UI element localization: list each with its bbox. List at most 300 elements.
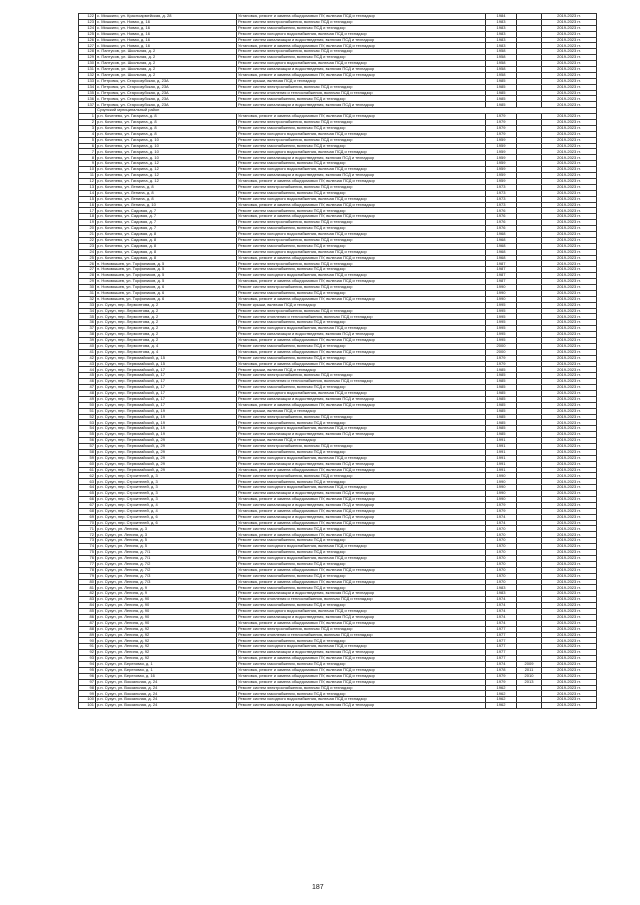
- year-built-cell: 1973: [486, 184, 517, 190]
- period-cell: 2019-2023 гг.: [542, 461, 597, 467]
- period-cell: 2019-2023 гг.: [542, 226, 597, 232]
- year-built-cell: 1985: [486, 102, 517, 108]
- year-repair-cell: 2011: [517, 667, 542, 673]
- row-number: 13: [79, 184, 96, 190]
- address-cell: р.п. Сузун, пер. Лермонтова, д. 2: [96, 302, 237, 308]
- row-number: 64: [79, 485, 96, 491]
- address-cell: р.п. Сузун, пер. Лермонтова, д. 2: [96, 337, 237, 343]
- period-cell: 2019-2023 гг.: [542, 585, 597, 591]
- address-cell: р.п. Сузун, пер. Лермонтова, д. 4: [96, 343, 237, 349]
- address-cell: р.п. Сузун, пер. Первомайский, д. 17: [96, 373, 237, 379]
- year-built-cell: 1978: [486, 667, 517, 673]
- year-built-cell: 1976: [486, 220, 517, 226]
- address-cell: р.п. Коченево, ул. Гагарина, д. 12: [96, 178, 237, 184]
- work-type-cell: Установка, ремонт и замена общедомовых ПУ, включая ПСД и технадзор: [237, 14, 486, 20]
- address-cell: р.п. Сузун, пер. Первомайский, д. 29: [96, 438, 237, 444]
- year-built-cell: 1995: [486, 337, 517, 343]
- year-built-cell: 1970: [486, 579, 517, 585]
- page-number: 187: [312, 884, 324, 891]
- work-type-cell: Ремонт систем газоснабжения, включая ПСД и технадзор: [237, 96, 486, 102]
- year-built-cell: 1970: [486, 526, 517, 532]
- row-number: 1: [79, 114, 96, 120]
- row-number: 48: [79, 391, 96, 397]
- period-cell: 2019-2023 гг.: [542, 220, 597, 226]
- year-built-cell: 1991: [486, 438, 517, 444]
- year-built-cell: 1995: [486, 326, 517, 332]
- address-cell: с. Петровск, ул. Староозубская, д. 23А: [96, 84, 237, 90]
- row-number: 74: [79, 544, 96, 550]
- year-built-cell: 1991: [486, 455, 517, 461]
- row-number: 27: [79, 267, 96, 273]
- address-cell: р.п. Сузун, пер. Первомайский, д. 19: [96, 414, 237, 420]
- row-number: 88: [79, 626, 96, 632]
- address-cell: с. Мишкино, ул. Новая, д. 16: [96, 25, 237, 31]
- year-built-cell: 1979: [486, 355, 517, 361]
- address-cell: р.п. Сузун, ул. Ленина, д. 7/3: [96, 579, 237, 585]
- work-type-cell: Ремонт систем холодного водоснабжения, включая ПСД и технадзор: [237, 608, 486, 614]
- work-type-cell: Установка, ремонт и замена общедомовых ПУ, включая ПСД и технадзор: [237, 296, 486, 302]
- period-cell: 2019-2023 гг.: [542, 61, 597, 67]
- work-type-cell: Установка, ремонт и замена общедомовых ПУ, включая ПСД и технадзор: [237, 508, 486, 514]
- work-type-cell: Установка, ремонт и замена общедомовых ПУ, включая ПСД и технадзор: [237, 72, 486, 78]
- work-type-cell: Ремонт систем газоснабжения, включая ПСД и технадзор: [237, 538, 486, 544]
- row-number: 20: [79, 226, 96, 232]
- period-cell: 2019-2023 гг.: [542, 178, 597, 184]
- address-cell: р.п. Сузун, ул. Ленина, д. 92: [96, 626, 237, 632]
- address-cell: п. Пантусов, ул. Школьная, д. 2: [96, 61, 237, 67]
- year-built-cell: 1985: [486, 408, 517, 414]
- period-cell: 2019-2023 гг.: [542, 196, 597, 202]
- period-cell: 2019-2023 гг.: [542, 78, 597, 84]
- period-cell: 2019-2023 гг.: [542, 520, 597, 526]
- row-number: 100: [79, 697, 96, 703]
- year-repair-cell: 2009: [517, 661, 542, 667]
- work-type-cell: Установка, ремонт и замена общедомовых ПУ, включая ПСД и технадзор: [237, 656, 486, 662]
- work-type-cell: Ремонт систем холодного водоснабжения, включая ПСД и технадзор: [237, 644, 486, 650]
- year-built-cell: 1990: [486, 473, 517, 479]
- year-built-cell: 1995: [486, 314, 517, 320]
- year-built-cell: 1985: [486, 432, 517, 438]
- work-type-cell: Ремонт систем канализации и водоотведения, включая ПСД и технадзор: [237, 155, 486, 161]
- address-cell: р.п. Сузун, ул. Береговая, д. 1: [96, 661, 237, 667]
- row-number: 19: [79, 220, 96, 226]
- row-number: 49: [79, 396, 96, 402]
- year-built-cell: 1977: [486, 626, 517, 632]
- row-number: 11: [79, 173, 96, 179]
- work-type-cell: Ремонт систем газоснабжения, включая ПСД и технадзор: [237, 573, 486, 579]
- period-cell: 2019-2023 гг.: [542, 656, 597, 662]
- work-type-cell: Ремонт систем канализации и водоотведения, включая ПСД и технадзор: [237, 173, 486, 179]
- address-cell: р.п. Сузун, пер. Первомайский, д. 19: [96, 408, 237, 414]
- row-number: 26: [79, 261, 96, 267]
- address-cell: р.п. Сузун, пер. Первомайский, д. 29: [96, 444, 237, 450]
- year-built-cell: 1985: [486, 379, 517, 385]
- period-cell: 2019-2023 гг.: [542, 149, 597, 155]
- row-number: 83: [79, 597, 96, 603]
- period-cell: 2019-2023 гг.: [542, 114, 597, 120]
- period-cell: 2019-2023 гг.: [542, 208, 597, 214]
- row-number: 131: [79, 67, 96, 73]
- address-cell: р.п. Сузун, ул. Ленина, д. 9: [96, 591, 237, 597]
- row-number: 4: [79, 131, 96, 137]
- table-body-top: [79, 14, 597, 108]
- row-number: 18: [79, 214, 96, 220]
- year-built-cell: 1970: [486, 561, 517, 567]
- address-cell: р.п. Сузун, пер. Строителей, д. 6: [96, 514, 237, 520]
- address-cell: с. Петровск, ул. Староозубская, д. 23А: [96, 102, 237, 108]
- work-type-cell: Ремонт систем газоснабжения, включая ПСД и технадзор: [237, 125, 486, 131]
- row-number: 77: [79, 561, 96, 567]
- address-cell: р.п. Сузун, пер. Первомайский, д. 17: [96, 385, 237, 391]
- year-built-cell: 1983: [486, 31, 517, 37]
- period-cell: 2019-2023 гг.: [542, 173, 597, 179]
- year-built-cell: 1959: [486, 178, 517, 184]
- year-built-cell: 1983: [486, 37, 517, 43]
- row-number: 24: [79, 249, 96, 255]
- row-number: 14: [79, 190, 96, 196]
- address-cell: р.п. Коченево, ул. Садовая, д. 8: [96, 249, 237, 255]
- address-cell: р.п. Коченево, ул. Гагарина, д. 10: [96, 137, 237, 143]
- row-number: 43: [79, 361, 96, 367]
- row-number: 101: [79, 703, 96, 709]
- row-number: 58: [79, 449, 96, 455]
- year-built-cell: 1977: [486, 644, 517, 650]
- address-cell: р.п. Коченево, ул. Ленина, д. 8: [96, 184, 237, 190]
- year-built-cell: 1959: [486, 167, 517, 173]
- address-cell: р.п. Сузун, пер. Первомайский, д. 19: [96, 420, 237, 426]
- year-built-cell: 1990: [486, 290, 517, 296]
- address-cell: р.п. Сузун, ул. Ленина, д. 90: [96, 620, 237, 626]
- row-number: 3: [79, 125, 96, 131]
- year-built-cell: 1958: [486, 61, 517, 67]
- address-cell: р.п. Сузун, пер. Первомайский, д. 17: [96, 402, 237, 408]
- period-cell: 2019-2023 гг.: [542, 143, 597, 149]
- period-cell: 2019-2023 гг.: [542, 555, 597, 561]
- row-number: 84: [79, 603, 96, 609]
- period-cell: 2019-2023 гг.: [542, 302, 597, 308]
- work-type-cell: Ремонт систем холодного водоснабжения, включая ПСД и технадзор: [237, 167, 486, 173]
- work-type-cell: Ремонт систем газоснабжения, включая ПСД и технадзор: [237, 290, 486, 296]
- work-type-cell: Ремонт систем канализации и водоотведения, включая ПСД и технадзор: [237, 102, 486, 108]
- period-cell: 2019-2023 гг.: [542, 102, 597, 108]
- period-cell: 2019-2023 гг.: [542, 343, 597, 349]
- address-cell: р.п. Сузун, ул. Береговая, д. 16: [96, 673, 237, 679]
- period-cell: 2019-2023 гг.: [542, 379, 597, 385]
- row-number: 22: [79, 237, 96, 243]
- year-built-cell: 1968: [486, 249, 517, 255]
- work-type-cell: Ремонт систем отопления и теплоснабжения, включая ПСД и технадзор: [237, 597, 486, 603]
- work-type-cell: Ремонт систем канализации и водоотведения, включая ПСД и технадзор: [237, 396, 486, 402]
- year-built-cell: 1979: [486, 673, 517, 679]
- year-built-cell: 1985: [486, 385, 517, 391]
- row-number: 39: [79, 337, 96, 343]
- year-built-cell: 1979: [486, 125, 517, 131]
- work-type-cell: Установка, ремонт и замена общедомовых ПУ, включая ПСД и технадзор: [237, 667, 486, 673]
- period-cell: 2019-2023 гг.: [542, 638, 597, 644]
- work-type-cell: Установка, ремонт и замена общедомовых ПУ, включая ПСД и технадзор: [237, 579, 486, 585]
- address-cell: р.п. Сузун, пер. Строителей, д. 3: [96, 497, 237, 503]
- row-number: 97: [79, 679, 96, 685]
- row-number: 29: [79, 279, 96, 285]
- work-type-cell: Ремонт систем холодного водоснабжения, включая ПСД и технадзор: [237, 149, 486, 155]
- address-cell: п. Новомышев, ул. Торфяников, д. 6: [96, 284, 237, 290]
- period-cell: 2019-2023 гг.: [542, 373, 597, 379]
- address-cell: р.п. Коченево, ул. Садовая, д. 8: [96, 237, 237, 243]
- year-built-cell: 1962: [486, 691, 517, 697]
- address-cell: с. Мишкино, ул. Новая, д. 16: [96, 37, 237, 43]
- year-built-cell: 1959: [486, 149, 517, 155]
- year-built-cell: 1987: [486, 261, 517, 267]
- address-cell: с. Мишкино, ул. Новая, д. 16: [96, 43, 237, 49]
- address-cell: р.п. Коченево, ул. Гагарина, д. 10: [96, 155, 237, 161]
- row-number: 126: [79, 37, 96, 43]
- work-type-cell: Ремонт систем газоснабжения, включая ПСД и технадзор: [237, 385, 486, 391]
- address-cell: р.п. Сузун, пер. Первомайский, д. 17: [96, 367, 237, 373]
- work-type-cell: Ремонт систем холодного водоснабжения, включая ПСД и технадзор: [237, 544, 486, 550]
- row-number: 125: [79, 31, 96, 37]
- address-cell: р.п. Сузун, ул. Ленина, д. 92: [96, 644, 237, 650]
- work-type-cell: Установка, ремонт и замена общедомовых ПУ, включая ПСД и технадзор: [237, 279, 486, 285]
- year-built-cell: 1983: [486, 25, 517, 31]
- work-type-cell: Ремонт систем электроснабжения, включая ПСД и технадзор: [237, 120, 486, 126]
- address-cell: р.п. Коченево, ул. Гагарина, д. 12: [96, 161, 237, 167]
- year-built-cell: 1974: [486, 520, 517, 526]
- work-type-cell: Установка, ремонт и замена общедомовых ПУ, включая ПСД и технадзор: [237, 673, 486, 679]
- row-number: 2: [79, 120, 96, 126]
- work-type-cell: Ремонт систем отопления и теплоснабжения, включая ПСД и технадзор: [237, 90, 486, 96]
- work-type-cell: Ремонт систем канализации и водоотведения, включая ПСД и технадзор: [237, 703, 486, 709]
- address-cell: п. Пантусов, ул. Школьная, д. 2: [96, 67, 237, 73]
- year-built-cell: 2000: [486, 343, 517, 349]
- row-number: 79: [79, 573, 96, 579]
- row-number: 85: [79, 608, 96, 614]
- row-number: 59: [79, 455, 96, 461]
- address-cell: р.п. Сузун, пер. Лермонтова, д. 2: [96, 320, 237, 326]
- period-cell: 2019-2023 гг.: [542, 485, 597, 491]
- year-built-cell: 1974: [486, 620, 517, 626]
- row-number: 60: [79, 461, 96, 467]
- year-built-cell: 1970: [486, 567, 517, 573]
- row-number: 87: [79, 620, 96, 626]
- work-type-cell: Установка, ремонт и замена общедомовых ПУ, включая ПСД и технадзор: [237, 620, 486, 626]
- period-cell: 2019-2023 гг.: [542, 544, 597, 550]
- year-built-cell: 1983: [486, 585, 517, 591]
- row-number: 67: [79, 502, 96, 508]
- work-type-cell: Ремонт систем газоснабжения, включая ПСД и технадзор: [237, 243, 486, 249]
- address-cell: р.п. Сузун, ул. Ленина, д. 92: [96, 656, 237, 662]
- year-built-cell: 1974: [486, 514, 517, 520]
- work-type-cell: Ремонт систем электроснабжения, включая ПСД и технадзор: [237, 184, 486, 190]
- year-built-cell: 1959: [486, 143, 517, 149]
- year-built-cell: 1979: [486, 131, 517, 137]
- period-cell: 2019-2023 гг.: [542, 497, 597, 503]
- period-cell: 2019-2023 гг.: [542, 290, 597, 296]
- work-type-cell: Ремонт систем электроснабжения, включая ПСД и технадзор: [237, 220, 486, 226]
- period-cell: 2019-2023 гг.: [542, 125, 597, 131]
- work-type-cell: Ремонт систем газоснабжения, включая ПСД и технадзор: [237, 208, 486, 214]
- address-cell: р.п. Сузун, ул. Ленина, д. 3: [96, 526, 237, 532]
- year-built-cell: 1977: [486, 632, 517, 638]
- address-cell: р.п. Коченево, ул. Гагарина, д. 10: [96, 149, 237, 155]
- row-number: 66: [79, 497, 96, 503]
- year-built-cell: 1985: [486, 90, 517, 96]
- row-number: 123: [79, 19, 96, 25]
- address-cell: р.п. Коченево, ул. Гагарина, д. 8: [96, 114, 237, 120]
- work-type-cell: Ремонт систем электроснабжения, включая ПСД и технадзор: [237, 237, 486, 243]
- year-built-cell: 1979: [486, 114, 517, 120]
- address-cell: р.п. Сузун, пер. Первомайский, д. 19: [96, 426, 237, 432]
- period-cell: 2019-2023 гг.: [542, 120, 597, 126]
- row-number: 44: [79, 367, 96, 373]
- period-cell: 2019-2023 гг.: [542, 90, 597, 96]
- year-built-cell: 1990: [486, 479, 517, 485]
- year-built-cell: 1977: [486, 638, 517, 644]
- address-cell: р.п. Сузун, пер. Строителей, д. 3: [96, 491, 237, 497]
- address-cell: р.п. Сузун, ул. Ленина, д. 90: [96, 614, 237, 620]
- row-number: 98: [79, 685, 96, 691]
- work-type-cell: Установка, ремонт и замена общедомовых ПУ, включая ПСД и технадзор: [237, 43, 486, 49]
- address-cell: р.п. Сузун, ул. Ленина, д. 92: [96, 650, 237, 656]
- period-cell: 2019-2023 гг.: [542, 597, 597, 603]
- year-built-cell: 1985: [486, 396, 517, 402]
- address-cell: р.п. Коченево, ул. Ленина, д. 8: [96, 196, 237, 202]
- row-number: 80: [79, 579, 96, 585]
- year-built-cell: 1985: [486, 391, 517, 397]
- work-type-cell: Ремонт систем отопления и теплоснабжения, включая ПСД и технадзор: [237, 632, 486, 638]
- work-type-cell: Установка, ремонт и замена общедомовых ПУ, включая ПСД и технадзор: [237, 361, 486, 367]
- work-type-cell: Ремонт систем газоснабжения, включая ПСД и технадзор: [237, 226, 486, 232]
- row-number: 40: [79, 343, 96, 349]
- row-number: 50: [79, 402, 96, 408]
- period-cell: 2019-2023 гг.: [542, 361, 597, 367]
- period-cell: 2019-2023 гг.: [542, 661, 597, 667]
- year-built-cell: 1983: [486, 591, 517, 597]
- year-built-cell: 1987: [486, 267, 517, 273]
- year-built-cell: 1979: [486, 508, 517, 514]
- work-type-cell: Ремонт систем канализации и водоотведения, включая ПСД и технадзор: [237, 67, 486, 73]
- row-number: 99: [79, 691, 96, 697]
- row-number: 36: [79, 320, 96, 326]
- year-built-cell: 1974: [486, 597, 517, 603]
- period-cell: 2019-2023 гг.: [542, 67, 597, 73]
- address-cell: р.п. Сузун, ул. Ленина, д. 90: [96, 608, 237, 614]
- year-built-cell: 1977: [486, 650, 517, 656]
- address-cell: п. Новомышев, ул. Торфяников, д. 5: [96, 273, 237, 279]
- period-cell: 2019-2023 гг.: [542, 320, 597, 326]
- row-number: 93: [79, 656, 96, 662]
- work-type-cell: Ремонт крыши, включая ПСД и технадзор: [237, 438, 486, 444]
- work-type-cell: Ремонт систем электроснабжения, включая ПСД и технадзор: [237, 261, 486, 267]
- address-cell: р.п. Сузун, пер. Лермонтова, д. 2: [96, 308, 237, 314]
- address-cell: р.п. Сузун, пер. Первомайский, д. 29: [96, 449, 237, 455]
- row-number: 68: [79, 508, 96, 514]
- row-number: 69: [79, 514, 96, 520]
- row-number: 124: [79, 25, 96, 31]
- period-cell: 2019-2023 гг.: [542, 332, 597, 338]
- period-cell: 2019-2023 гг.: [542, 84, 597, 90]
- period-cell: 2019-2023 гг.: [542, 650, 597, 656]
- period-cell: 2019-2023 гг.: [542, 444, 597, 450]
- row-number: 32: [79, 296, 96, 302]
- work-type-cell: Ремонт систем газоснабжения, включая ПСД и технадзор: [237, 661, 486, 667]
- row-number: 25: [79, 255, 96, 261]
- row-number: 96: [79, 673, 96, 679]
- period-cell: 2019-2023 гг.: [542, 314, 597, 320]
- work-type-cell: Ремонт систем газоснабжения, включая ПСД и технадзор: [237, 320, 486, 326]
- address-cell: р.п. Коченево, ул. Гагарина, д. 8: [96, 131, 237, 137]
- year-built-cell: 1983: [486, 43, 517, 49]
- work-type-cell: Ремонт систем канализации и водоотведения, включая ПСД и технадзор: [237, 614, 486, 620]
- period-cell: 2019-2023 гг.: [542, 385, 597, 391]
- row-number: 137: [79, 102, 96, 108]
- address-cell: с. Мишкино, ул. Красноармейская, д. 28: [96, 14, 237, 20]
- address-cell: п. Пантусов, ул. Школьная, д. 2: [96, 55, 237, 61]
- work-type-cell: Установка, ремонт и замена общедомовых ПУ, включая ПСД и технадзор: [237, 202, 486, 208]
- period-cell: 2019-2023 гг.: [542, 561, 597, 567]
- address-cell: р.п. Коченево, ул. Садовая, д. 8: [96, 255, 237, 261]
- address-cell: р.п. Коченево, ул. Садовая, д. 7: [96, 208, 237, 214]
- address-cell: п. Новомышев, ул. Торфяников, д. 5: [96, 261, 237, 267]
- table-row: [79, 703, 597, 709]
- work-type-cell: Установка, ремонт и замена общедомовых ПУ, включая ПСД и технадзор: [237, 349, 486, 355]
- work-type-cell: Ремонт систем холодного водоснабжения, включая ПСД и технадзор: [237, 455, 486, 461]
- row-number: 90: [79, 638, 96, 644]
- year-built-cell: 1959: [486, 155, 517, 161]
- period-cell: 2019-2023 гг.: [542, 685, 597, 691]
- year-built-cell: 1979: [486, 679, 517, 685]
- year-built-cell: 1958: [486, 72, 517, 78]
- row-number: 132: [79, 72, 96, 78]
- address-cell: р.п. Коченево, ул. Ленина, д. 10: [96, 202, 237, 208]
- row-number: 75: [79, 550, 96, 556]
- period-cell: 2019-2023 гг.: [542, 432, 597, 438]
- year-built-cell: 1959: [486, 173, 517, 179]
- address-cell: р.п. Коченево, ул. Садовая, д. 7: [96, 214, 237, 220]
- address-cell: с. Мишкино, ул. Новая, д. 16: [96, 19, 237, 25]
- address-cell: р.п. Сузун, ул. Вокзальная, д. 24: [96, 691, 237, 697]
- address-cell: р.п. Сузун, пер. Строителей, д. 3: [96, 485, 237, 491]
- address-cell: р.п. Сузун, ул. Ленина, д. 7/3: [96, 573, 237, 579]
- work-type-cell: Ремонт систем холодного водоснабжения, включая ПСД и технадзор: [237, 249, 486, 255]
- year-built-cell: 1983: [486, 19, 517, 25]
- period-cell: 2019-2023 гг.: [542, 43, 597, 49]
- work-type-cell: Ремонт систем электроснабжения, включая ПСД и технадзор: [237, 284, 486, 290]
- row-number: 130: [79, 61, 96, 67]
- row-number: 86: [79, 614, 96, 620]
- period-cell: 2019-2023 гг.: [542, 679, 597, 685]
- work-type-cell: Ремонт систем газоснабжения, включая ПСД и технадзор: [237, 585, 486, 591]
- year-built-cell: 1968: [486, 237, 517, 243]
- year-built-cell: 1962: [486, 685, 517, 691]
- row-number: 91: [79, 644, 96, 650]
- row-number: 81: [79, 585, 96, 591]
- period-cell: 2019-2023 гг.: [542, 326, 597, 332]
- work-type-cell: Ремонт систем холодного водоснабжения, включая ПСД и технадзор: [237, 196, 486, 202]
- period-cell: 2019-2023 гг.: [542, 591, 597, 597]
- year-built-cell: 1985: [486, 367, 517, 373]
- work-type-cell: Ремонт систем газоснабжения, включая ПСД и технадзор: [237, 449, 486, 455]
- row-number: 28: [79, 273, 96, 279]
- period-cell: 2019-2023 гг.: [542, 550, 597, 556]
- document-sheet: [78, 13, 581, 709]
- row-number: 78: [79, 567, 96, 573]
- year-built-cell: 1970: [486, 555, 517, 561]
- address-cell: р.п. Сузун, пер. Первомайский, д. 15: [96, 361, 237, 367]
- period-cell: 2019-2023 гг.: [542, 31, 597, 37]
- period-cell: 2019-2023 гг.: [542, 255, 597, 261]
- row-number: 133: [79, 78, 96, 84]
- year-built-cell: 1985: [486, 373, 517, 379]
